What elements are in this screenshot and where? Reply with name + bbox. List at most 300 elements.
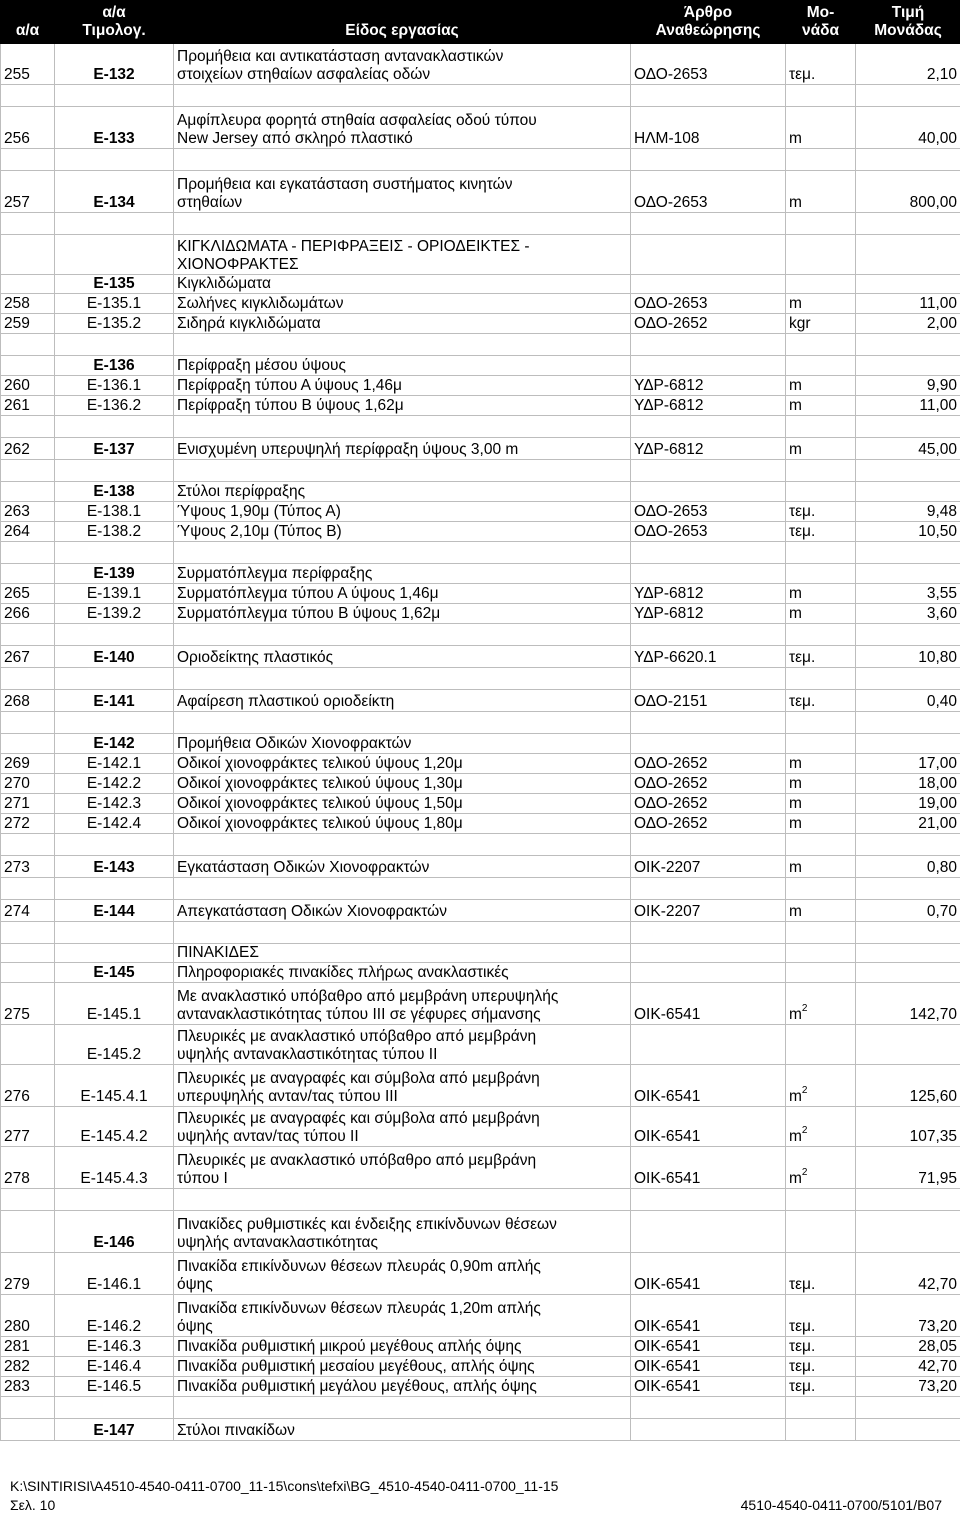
unit-label: m — [789, 903, 802, 920]
row-article: ΥΔΡ-6620.1 — [631, 646, 786, 668]
description-line: Σιδηρά κιγκλιδώματα — [177, 315, 321, 332]
table-row — [1, 482, 960, 502]
row-code: Ε-145 — [55, 963, 174, 983]
unit-label: m — [789, 441, 802, 458]
description-line: Αφαίρεση πλαστικού οριοδείκτη — [177, 693, 395, 710]
unit-label: τεμ. — [789, 693, 816, 710]
table-row — [1, 584, 960, 604]
description-line: ΧΙΟΝΟΦΡΑΚΤΕΣ — [177, 256, 299, 273]
row-article: ΟΙΚ-6541 — [631, 1147, 786, 1189]
table-row — [1, 396, 960, 416]
unit-label: m — [789, 377, 802, 394]
row-description — [174, 396, 631, 416]
row-code: Ε-146 — [55, 1211, 174, 1253]
unit-label: τεμ. — [789, 1318, 816, 1335]
row-unit — [786, 963, 856, 983]
description-line: Περίφραξη τύπου Β ύψους 1,62μ — [177, 397, 404, 414]
row-description — [174, 1025, 631, 1065]
description-line: τύπου Ι — [177, 1170, 228, 1187]
row-description — [174, 522, 631, 542]
row-aa: 269 — [1, 754, 55, 774]
table-row — [1, 1107, 960, 1147]
row-aa: 259 — [1, 314, 55, 334]
row-price: 3,55 — [856, 584, 960, 604]
row-code: Ε-142.3 — [55, 794, 174, 814]
description-line: Ύψους 2,10μ (Τύπος Β) — [177, 523, 342, 540]
row-code: Ε-141 — [55, 690, 174, 712]
footer-page-number: Σελ. 10 — [10, 1497, 56, 1513]
description-line: όψης — [177, 1318, 213, 1335]
table-row — [1, 1211, 960, 1253]
row-code: Ε-139.1 — [55, 584, 174, 604]
row-price: 73,20 — [856, 1295, 960, 1337]
unit-label: m — [789, 755, 802, 772]
description-line: Πλευρικές με ανακλαστικό υπόβαθρο από μεμβράνη — [177, 1028, 537, 1045]
row-description — [174, 754, 631, 774]
spacer-row — [1, 334, 960, 356]
row-unit — [786, 1025, 856, 1065]
unit-label: τεμ. — [789, 1358, 816, 1375]
row-description — [174, 1147, 631, 1189]
row-code: Ε-142 — [55, 734, 174, 754]
spacer-row — [1, 834, 960, 856]
row-description — [174, 1419, 631, 1441]
row-code: Ε-136 — [55, 356, 174, 376]
row-price: 2,10 — [856, 44, 960, 85]
row-unit — [786, 396, 856, 416]
row-unit — [786, 734, 856, 754]
row-aa: 271 — [1, 794, 55, 814]
row-description — [174, 314, 631, 334]
unit-label: τεμ. — [789, 523, 816, 540]
row-article: ΟΔΟ-2652 — [631, 754, 786, 774]
row-unit — [786, 376, 856, 396]
row-aa — [1, 356, 55, 376]
table-row — [1, 604, 960, 624]
row-aa — [1, 1419, 55, 1441]
unit-label: τεμ. — [789, 1276, 816, 1293]
header-tim: α/α Τιμολογ. — [55, 1, 174, 44]
description-line: Πινακίδα ρυθμιστική μεγάλου μεγέθους, απλής όψης — [177, 1378, 537, 1395]
row-description — [174, 1107, 631, 1147]
row-article: ΟΙΚ-6541 — [631, 1337, 786, 1357]
row-aa: 262 — [1, 438, 55, 460]
row-description — [174, 983, 631, 1025]
table-row — [1, 856, 960, 878]
row-price: 40,00 — [856, 107, 960, 149]
row-aa: 266 — [1, 604, 55, 624]
row-aa — [1, 235, 55, 275]
row-article — [631, 1211, 786, 1253]
row-aa: 279 — [1, 1253, 55, 1295]
row-price: 11,00 — [856, 396, 960, 416]
table-row — [1, 794, 960, 814]
spacer-row — [1, 624, 960, 646]
unit-label: kgr — [789, 315, 811, 332]
table-row — [1, 275, 960, 294]
row-description — [174, 856, 631, 878]
row-unit — [786, 794, 856, 814]
row-unit — [786, 1107, 856, 1147]
row-aa: 275 — [1, 983, 55, 1025]
description-line: αντανακλαστικότητας τύπου ΙΙΙ σε γέφυρες σήμανσης — [177, 1006, 541, 1023]
row-unit — [786, 604, 856, 624]
row-code: Ε-145.4.1 — [55, 1065, 174, 1107]
row-article — [631, 1025, 786, 1065]
spacer-row — [1, 416, 960, 438]
row-code: Ε-136.2 — [55, 396, 174, 416]
row-price: 107,35 — [856, 1107, 960, 1147]
spacer-row — [1, 1397, 960, 1419]
unit-superscript: 2 — [801, 1084, 808, 1096]
description-line: New Jersey από σκληρό πλαστικό — [177, 130, 413, 147]
row-unit — [786, 235, 856, 275]
row-description — [174, 1065, 631, 1107]
row-unit — [786, 564, 856, 584]
row-aa: 260 — [1, 376, 55, 396]
row-code: Ε-145.1 — [55, 983, 174, 1025]
table-row — [1, 1253, 960, 1295]
unit-superscript: 2 — [801, 1166, 808, 1178]
row-aa: 276 — [1, 1065, 55, 1107]
spacer-row — [1, 878, 960, 900]
row-article — [631, 482, 786, 502]
row-description — [174, 794, 631, 814]
table-row — [1, 376, 960, 396]
row-unit — [786, 900, 856, 922]
row-price — [856, 963, 960, 983]
footer-file-path: K:\SINTIRISI\A4510-4540-0411-0700_11-15\cons\tefxi\BG_4510-4540-0411-0700_11-15 — [10, 1478, 559, 1494]
description-line: όψης — [177, 1276, 213, 1293]
row-aa: 270 — [1, 774, 55, 794]
unit-label: m — [789, 815, 802, 832]
description-line: Συρματόπλεγμα περίφραξης — [177, 565, 373, 582]
row-aa: 263 — [1, 502, 55, 522]
row-price: 10,80 — [856, 646, 960, 668]
row-aa — [1, 1211, 55, 1253]
unit-label: m — [789, 1088, 802, 1105]
row-aa — [1, 734, 55, 754]
unit-label: m — [789, 775, 802, 792]
row-description — [174, 963, 631, 983]
description-line: Οδικοί χιονοφράκτες τελικού ύψους 1,50μ — [177, 795, 463, 812]
row-unit — [786, 482, 856, 502]
row-description — [174, 502, 631, 522]
row-article — [631, 734, 786, 754]
row-price: 73,20 — [856, 1377, 960, 1397]
description-line: Πλευρικές με αναγραφές και σύμβολα από μεμβράνη — [177, 1070, 540, 1087]
description-line: Απεγκατάσταση Οδικών Χιονοφρακτών — [177, 903, 447, 920]
description-line: Στύλοι περίφραξης — [177, 483, 306, 500]
row-code: Ε-146.2 — [55, 1295, 174, 1337]
row-price: 9,90 — [856, 376, 960, 396]
row-code: Ε-144 — [55, 900, 174, 922]
description-line: Προμήθεια Οδικών Χιονοφρακτών — [177, 735, 412, 752]
table-row — [1, 502, 960, 522]
row-unit — [786, 774, 856, 794]
row-unit — [786, 814, 856, 834]
row-price: 2,00 — [856, 314, 960, 334]
row-aa — [1, 482, 55, 502]
row-description — [174, 1377, 631, 1397]
row-price: 9,48 — [856, 502, 960, 522]
row-aa: 282 — [1, 1357, 55, 1377]
row-price: 42,70 — [856, 1357, 960, 1377]
row-aa: 256 — [1, 107, 55, 149]
row-aa: 280 — [1, 1295, 55, 1337]
description-line: Πληροφοριακές πινακίδες πλήρως ανακλαστικές — [177, 964, 509, 981]
row-article: ΟΔΟ-2652 — [631, 314, 786, 334]
row-article: ΥΔΡ-6812 — [631, 396, 786, 416]
row-code: Ε-133 — [55, 107, 174, 149]
row-description — [174, 734, 631, 754]
header-unit: Μο- νάδα — [786, 1, 856, 44]
description-line: Ύψους 1,90μ (Τύπος Α) — [177, 503, 341, 520]
row-unit — [786, 1357, 856, 1377]
row-article: ΟΔΟ-2653 — [631, 502, 786, 522]
unit-label: m — [789, 605, 802, 622]
table-row — [1, 438, 960, 460]
row-code: Ε-146.3 — [55, 1337, 174, 1357]
row-code: Ε-142.2 — [55, 774, 174, 794]
row-aa: 257 — [1, 171, 55, 213]
unit-label: m — [789, 585, 802, 602]
row-price: 21,00 — [856, 814, 960, 834]
row-description — [174, 564, 631, 584]
row-description — [174, 294, 631, 314]
row-price: 800,00 — [856, 171, 960, 213]
footer-document-ref: 4510-4540-0411-0700/5101/Β07 — [740, 1497, 942, 1513]
row-aa — [1, 564, 55, 584]
row-price: 19,00 — [856, 794, 960, 814]
table-row — [1, 235, 960, 275]
unit-label: τεμ. — [789, 649, 816, 666]
description-line: στοιχείων στηθαίων ασφαλείας οδών — [177, 66, 431, 83]
row-unit — [786, 944, 856, 963]
row-unit — [786, 1065, 856, 1107]
description-line: ΚΙΓΚΛΙΔΩΜΑΤΑ - ΠΕΡΙΦΡΑΞΕΙΣ - ΟΡΙΟΔΕΙΚΤΕΣ - — [177, 238, 530, 255]
row-price: 11,00 — [856, 294, 960, 314]
description-line: Οριοδείκτης πλαστικός — [177, 649, 334, 666]
row-aa: 278 — [1, 1147, 55, 1189]
spacer-row — [1, 1189, 960, 1211]
table-row — [1, 734, 960, 754]
row-unit — [786, 690, 856, 712]
description-line: Οδικοί χιονοφράκτες τελικού ύψους 1,20μ — [177, 755, 463, 772]
table-row — [1, 1419, 960, 1441]
row-price — [856, 275, 960, 294]
row-article: ΟΔΟ-2652 — [631, 814, 786, 834]
row-description — [174, 1253, 631, 1295]
row-article: ΟΙΚ-6541 — [631, 1377, 786, 1397]
row-article — [631, 944, 786, 963]
unit-label: m — [789, 194, 802, 211]
row-price: 71,95 — [856, 1147, 960, 1189]
table-body — [1, 44, 960, 1441]
row-unit — [786, 107, 856, 149]
description-line: ΠΙΝΑΚΙΔΕΣ — [177, 944, 259, 961]
table-row — [1, 754, 960, 774]
row-code: Ε-135.2 — [55, 314, 174, 334]
table-row — [1, 944, 960, 963]
row-description — [174, 275, 631, 294]
row-price: 0,70 — [856, 900, 960, 922]
row-price: 42,70 — [856, 1253, 960, 1295]
row-price — [856, 564, 960, 584]
row-description — [174, 107, 631, 149]
description-line: Πινακίδα επικίνδυνων θέσεων πλευράς 1,20m απλής — [177, 1300, 541, 1317]
row-code: Ε-146.4 — [55, 1357, 174, 1377]
row-price: 125,60 — [856, 1065, 960, 1107]
row-aa: 273 — [1, 856, 55, 878]
row-article: ΟΙΚ-6541 — [631, 1357, 786, 1377]
table-header — [1, 1, 960, 44]
unit-label: m — [789, 397, 802, 414]
row-aa: 283 — [1, 1377, 55, 1397]
row-unit — [786, 275, 856, 294]
unit-label: m — [789, 295, 802, 312]
row-unit — [786, 584, 856, 604]
row-code: Ε-147 — [55, 1419, 174, 1441]
row-article: ΟΙΚ-2207 — [631, 900, 786, 922]
description-line: Προμήθεια και αντικατάσταση αντανακλαστικών — [177, 48, 504, 65]
row-code: Ε-138.2 — [55, 522, 174, 542]
row-article — [631, 275, 786, 294]
row-code: Ε-143 — [55, 856, 174, 878]
row-code: Ε-132 — [55, 44, 174, 85]
row-description — [174, 646, 631, 668]
row-description — [174, 1295, 631, 1337]
unit-label: m — [789, 1006, 802, 1023]
table-row — [1, 983, 960, 1025]
unit-superscript: 2 — [801, 1124, 808, 1136]
description-line: Πλευρικές με αναγραφές και σύμβολα από μεμβράνη — [177, 1110, 540, 1127]
row-description — [174, 944, 631, 963]
row-code: Ε-140 — [55, 646, 174, 668]
description-line: Οδικοί χιονοφράκτες τελικού ύψους 1,30μ — [177, 775, 463, 792]
row-unit — [786, 1337, 856, 1357]
row-unit — [786, 646, 856, 668]
row-aa: 258 — [1, 294, 55, 314]
table-row — [1, 900, 960, 922]
row-aa: 274 — [1, 900, 55, 922]
row-article — [631, 963, 786, 983]
table-row — [1, 107, 960, 149]
row-article — [631, 356, 786, 376]
description-line: υπερυψηλής ανταν/τας τύπου ΙΙΙ — [177, 1088, 398, 1105]
row-aa: 281 — [1, 1337, 55, 1357]
row-price: 0,40 — [856, 690, 960, 712]
row-unit — [786, 314, 856, 334]
table-row — [1, 1025, 960, 1065]
row-aa — [1, 275, 55, 294]
row-price — [856, 734, 960, 754]
header-price: Τιμή Μονάδας — [856, 1, 960, 44]
table-row — [1, 814, 960, 834]
row-unit — [786, 754, 856, 774]
unit-label: m — [789, 1170, 802, 1187]
row-article — [631, 564, 786, 584]
description-line: υψηλής ανταν/τας τύπου ΙΙ — [177, 1128, 359, 1145]
description-line: Προμήθεια και εγκατάσταση συστήματος κινητών — [177, 176, 513, 193]
row-code: Ε-138.1 — [55, 502, 174, 522]
table-row — [1, 1295, 960, 1337]
row-code: Ε-145.4.3 — [55, 1147, 174, 1189]
row-description — [174, 1337, 631, 1357]
table-row — [1, 44, 960, 85]
table-row — [1, 294, 960, 314]
row-unit — [786, 171, 856, 213]
spacer-row — [1, 85, 960, 107]
description-line: Εγκατάσταση Οδικών Χιονοφρακτών — [177, 859, 430, 876]
header-desc: Είδος εργασίας — [174, 1, 631, 44]
row-code: Ε-145.4.2 — [55, 1107, 174, 1147]
row-code: Ε-136.1 — [55, 376, 174, 396]
table-row — [1, 356, 960, 376]
row-article — [631, 1419, 786, 1441]
row-unit — [786, 983, 856, 1025]
table-row — [1, 171, 960, 213]
table-row — [1, 774, 960, 794]
row-description — [174, 356, 631, 376]
header-aa: α/α — [1, 1, 55, 44]
row-unit — [786, 1147, 856, 1189]
row-unit — [786, 294, 856, 314]
row-price — [856, 235, 960, 275]
table-row — [1, 1377, 960, 1397]
row-code: Ε-142.1 — [55, 754, 174, 774]
row-unit — [786, 1253, 856, 1295]
row-aa: 268 — [1, 690, 55, 712]
row-code — [55, 235, 174, 275]
description-line: Πινακίδες ρυθμιστικές και ένδειξης επικίνδυνων θέσεων — [177, 1216, 557, 1233]
row-description — [174, 376, 631, 396]
row-code: Ε-146.1 — [55, 1253, 174, 1295]
spacer-row — [1, 460, 960, 482]
row-code: Ε-139 — [55, 564, 174, 584]
row-article: ΗΛΜ-108 — [631, 107, 786, 149]
row-description — [174, 814, 631, 834]
unit-label: m — [789, 130, 802, 147]
row-price: 18,00 — [856, 774, 960, 794]
row-unit — [786, 1295, 856, 1337]
row-article: ΟΔΟ-2653 — [631, 294, 786, 314]
row-description — [174, 900, 631, 922]
row-price: 0,80 — [856, 856, 960, 878]
description-line: Στύλοι πινακίδων — [177, 1422, 295, 1439]
spacer-row — [1, 712, 960, 734]
row-description — [174, 604, 631, 624]
row-aa: 261 — [1, 396, 55, 416]
unit-superscript: 2 — [801, 1002, 808, 1014]
row-price — [856, 1419, 960, 1441]
row-unit — [786, 1211, 856, 1253]
row-article: ΟΙΚ-2207 — [631, 856, 786, 878]
row-unit — [786, 1419, 856, 1441]
row-article: ΟΙΚ-6541 — [631, 1065, 786, 1107]
row-aa: 272 — [1, 814, 55, 834]
row-description — [174, 482, 631, 502]
row-unit — [786, 1377, 856, 1397]
spacer-row — [1, 668, 960, 690]
table-row — [1, 1065, 960, 1107]
row-aa: 277 — [1, 1107, 55, 1147]
row-article: ΥΔΡ-6812 — [631, 376, 786, 396]
row-description — [174, 1357, 631, 1377]
table-row — [1, 564, 960, 584]
row-price: 10,50 — [856, 522, 960, 542]
row-price — [856, 1025, 960, 1065]
